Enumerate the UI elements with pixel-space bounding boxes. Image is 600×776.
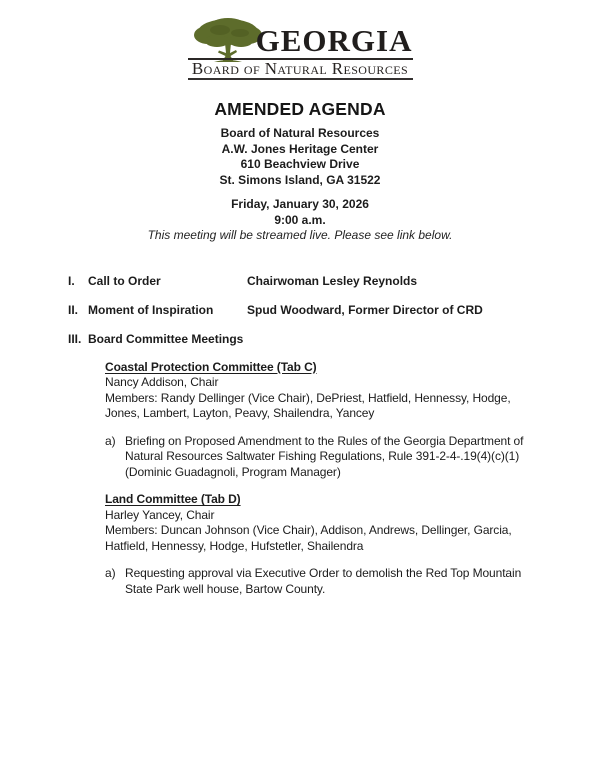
logo-subtitle: Board of Natural Resources bbox=[191, 59, 409, 78]
logo-wordmark: GEORGIA bbox=[255, 23, 413, 58]
agenda-numeral: II. bbox=[68, 302, 79, 317]
date-block bbox=[0, 197, 600, 228]
committee-name: Coastal Protection Committee (Tab C) bbox=[105, 359, 317, 374]
committee-name: Land Committee (Tab D) bbox=[105, 492, 241, 506]
committee-members: Members: Duncan Johnson (Vice Chair), Addison, Andrews, Dellinger, Garcia, Hatfield, Hennessy, Hodge, Hufstetler, Shailendra bbox=[105, 523, 512, 553]
address-line-city: St. Simons Island, GA 31522 bbox=[219, 172, 381, 187]
committee-members: Members: Randy Dellinger (Vice Chair), DePriest, Hatfield, Hennessy, Hodge, Jones, Lambert, Layton, Peavy, Shailendra, Yancey bbox=[105, 390, 511, 420]
committee-chair: Nancy Addison, Chair bbox=[105, 375, 219, 389]
agenda-item-title: Call to Order bbox=[88, 273, 161, 288]
agenda-item-speaker: Chairwoman Lesley Reynolds bbox=[247, 273, 418, 288]
committee-sections bbox=[105, 360, 540, 598]
meeting-time: 9:00 a.m. bbox=[274, 212, 326, 227]
agenda-numeral: I. bbox=[68, 273, 75, 288]
agenda-list bbox=[68, 273, 560, 347]
address-line-street: 610 Beachview Drive bbox=[240, 157, 360, 171]
agenda-row-call-to-order bbox=[68, 273, 560, 289]
agenda-row-board-committee-meetings bbox=[68, 331, 560, 347]
logo-divider-bottom bbox=[188, 78, 413, 80]
agenda-row-moment-of-inspiration bbox=[68, 302, 560, 318]
item-label: a) bbox=[105, 433, 116, 448]
committee-land bbox=[105, 492, 540, 597]
committee-chair: Harley Yancey, Chair bbox=[105, 507, 215, 522]
item-text: Requesting approval via Executive Order to demolish the Red Top Mountain State Park well house, Bartow County. bbox=[125, 566, 522, 596]
oak-tree-icon bbox=[190, 17, 266, 62]
agenda-item-title: Moment of Inspiration bbox=[88, 302, 214, 317]
meeting-date: Friday, January 30, 2026 bbox=[231, 197, 369, 211]
committee-agenda-item bbox=[105, 566, 540, 597]
georgia-dnr-logo bbox=[188, 16, 413, 80]
agenda-numeral: III. bbox=[68, 331, 82, 346]
page-title: AMENDED AGENDA bbox=[214, 99, 386, 119]
address-block bbox=[0, 126, 600, 188]
committee-agenda-item bbox=[105, 434, 540, 481]
agenda-item-title: Board Committee Meetings bbox=[88, 331, 244, 346]
address-line-org: Board of Natural Resources bbox=[220, 126, 380, 140]
agenda-item-speaker: Spud Woodward, Former Director of CRD bbox=[247, 302, 483, 317]
item-text: Briefing on Proposed Amendment to the Rules of the Georgia Department of Natural Resources Saltwater Fishing Regulations, Rule 391-2-4-.19(4)(c)(1) (Dominic Guadagnoli, Program Manager) bbox=[125, 433, 524, 479]
item-label: a) bbox=[105, 566, 116, 580]
address-line-venue: A.W. Jones Heritage Center bbox=[221, 141, 379, 156]
committee-coastal-protection bbox=[105, 360, 540, 481]
stream-note: This meeting will be streamed live. Please see link below. bbox=[147, 228, 453, 242]
